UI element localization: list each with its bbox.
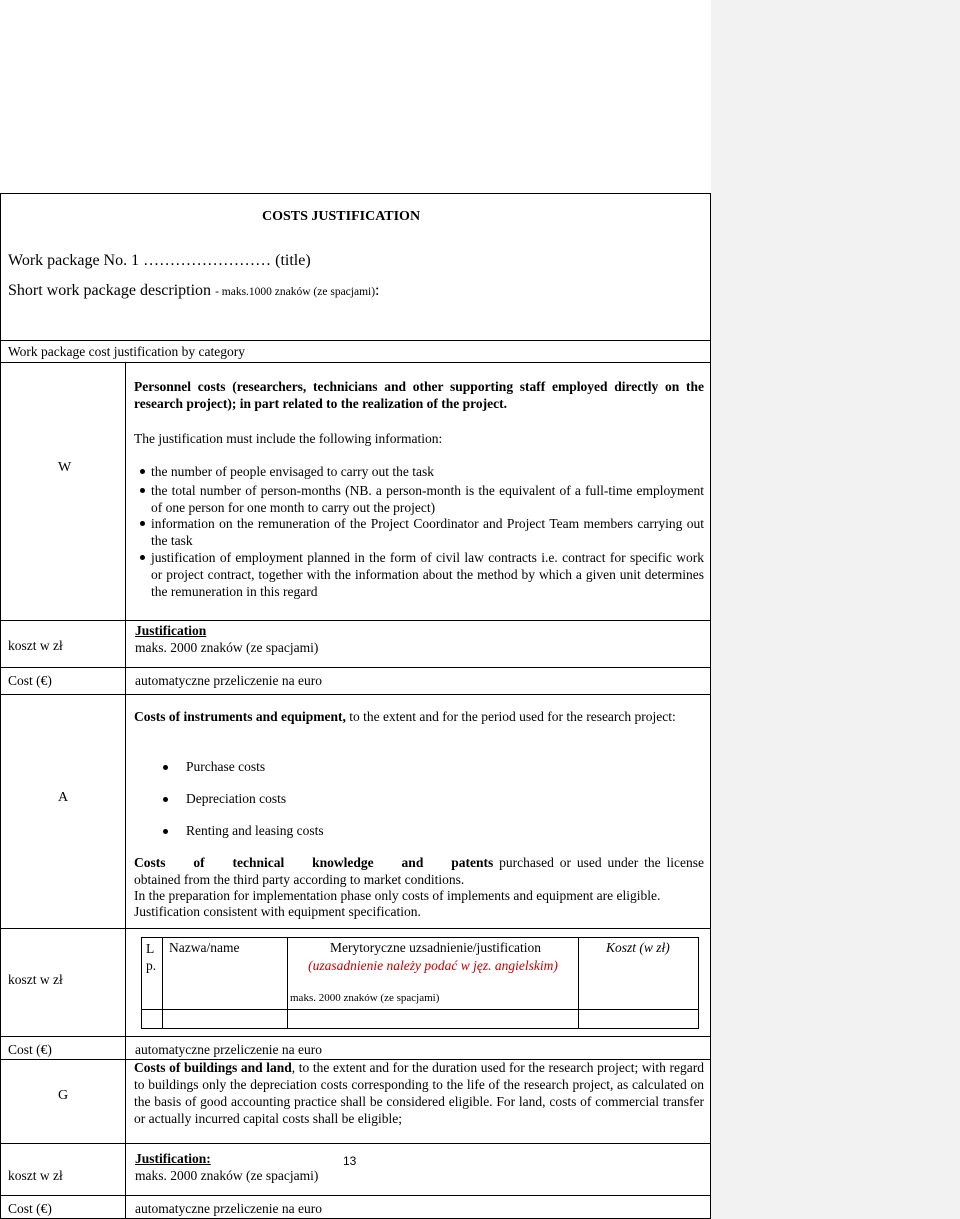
personnel-heading: Personnel costs (researchers, technicians and other supporting staff employed directly on the research project); in part related to the realization of the project. <box>134 379 704 411</box>
table-cell-cost[interactable] <box>579 1010 698 1028</box>
justification-field[interactable] <box>135 1168 318 1184</box>
divider <box>0 362 711 363</box>
divider <box>0 667 711 668</box>
equipment-letter: A <box>58 790 69 805</box>
koszt-label: koszt w zł <box>8 1168 63 1183</box>
table-header-limit: maks. 2000 znaków (ze spacjami) <box>290 992 440 1004</box>
personnel-bullet: information on the remuneration of the Project Coordinator and Project Team members carrying out the task <box>151 516 704 548</box>
table-cell-name[interactable] <box>163 1010 287 1028</box>
preparation-note: In the preparation for implementation phase only costs of implements and equipment are eligible. <box>134 888 661 903</box>
short-description-line <box>8 282 380 301</box>
knowledge-rest: purchased or used under the license obtained from the third party according to market conditions. <box>134 855 704 887</box>
bullet-icon <box>163 829 168 834</box>
euro-conversion-field[interactable]: automatyczne przeliczenie na euro <box>135 1042 323 1057</box>
koszt-label: koszt w zł <box>8 972 63 987</box>
personnel-letter: W <box>58 460 72 475</box>
table-header-lp: L p. <box>146 941 157 973</box>
cost-euro-label: Cost (€) <box>8 1201 52 1216</box>
work-package-label: Work package No. 1 <box>8 252 140 269</box>
knowledge-bold: Costs of technical knowledge and patents <box>134 855 494 870</box>
table-header-name: Nazwa/name <box>169 940 240 955</box>
short-description-label: Short work package description <box>8 282 212 299</box>
page-number: 13 <box>343 1154 357 1168</box>
personnel-intro: The justification must include the following information: <box>134 431 443 446</box>
colon: : <box>375 282 380 299</box>
table-header-note: (uzasadnienie należy podać w jęz. angielskim) <box>308 958 558 973</box>
cost-euro-label: Cost (€) <box>8 673 52 688</box>
buildings-heading-bold: Costs of buildings and land <box>134 1060 292 1075</box>
by-category-label: Work package cost justification by category <box>8 344 245 359</box>
justification-label: Justification <box>135 623 207 638</box>
euro-conversion-field[interactable]: automatyczne przeliczenie na euro <box>135 673 323 688</box>
frame-right <box>710 193 711 1219</box>
bullet-icon <box>163 797 168 802</box>
divider <box>0 694 711 695</box>
equipment-heading-rest: to the extent and for the period used for the research project: <box>349 709 676 724</box>
bullet-icon <box>140 488 145 493</box>
buildings-letter: G <box>58 1088 69 1103</box>
comment-sidebar <box>711 0 960 1219</box>
table-header-justification: Merytoryczne uzsadnienie/justification <box>330 940 542 955</box>
bullet-icon <box>140 521 145 526</box>
page-title: COSTS JUSTIFICATION <box>262 209 421 224</box>
bullet-icon <box>140 555 145 560</box>
column-divider <box>125 362 126 1219</box>
frame-left <box>0 193 1 1219</box>
equipment-bullet: Renting and leasing costs <box>186 823 324 838</box>
frame-top <box>0 193 711 194</box>
personnel-bullet: the total number of person-months (NB. a person-month is the equivalent of a full-time employment of one person for one month to carry out the project) <box>151 483 704 515</box>
buildings-paragraph <box>134 1059 704 1127</box>
work-package-title: (title) <box>275 252 311 269</box>
personnel-bullet: justification of employment planned in the form of civil law contracts i.e. contract for specific work or project contract, together with the information about the method by which a given unit determines the remuneration in this regard <box>151 550 704 599</box>
divider <box>0 1143 711 1144</box>
bullet-icon <box>163 765 168 770</box>
divider <box>0 928 711 929</box>
short-description-limit: - maks.1000 znaków (ze spacjami) <box>215 286 376 298</box>
work-package-line <box>8 252 311 270</box>
divider <box>0 1195 711 1196</box>
divider <box>0 1036 711 1037</box>
koszt-label: koszt w zł <box>8 638 63 653</box>
equipment-heading-bold: Costs of instruments and equipment, <box>134 709 346 724</box>
work-package-dots[interactable]: …………………… <box>143 252 272 269</box>
buildings-heading-rest: , to the extent and for the duration used for the research project; with regard to buildings only the depreciation costs corresponding to the life of the research project, as calculated on the basis of good accounting practice shall be considered eligible. For land, costs of commercial transfer or actually incurred capital costs shall be eligible; <box>134 1060 705 1126</box>
euro-conversion-field[interactable]: automatyczne przeliczenie na euro <box>135 1201 323 1216</box>
table-cell-justification[interactable] <box>288 1010 578 1028</box>
divider <box>0 340 711 341</box>
knowledge-paragraph <box>134 854 704 888</box>
divider <box>0 620 711 621</box>
equipment-heading <box>134 708 704 725</box>
equipment-bullet: Depreciation costs <box>186 791 287 806</box>
bullet-icon <box>140 469 145 474</box>
table-header-cost: Koszt (w zł) <box>606 940 670 955</box>
justification-limit: maks. 2000 znaków (ze spacjami) <box>135 640 319 655</box>
justification-label: Justification: <box>135 1151 211 1166</box>
personnel-bullet: the number of people envisaged to carry out the task <box>151 464 435 479</box>
consistency-note: Justification consistent with equipment specification. <box>134 904 421 919</box>
justification-field[interactable] <box>135 640 318 656</box>
justification-limit: maks. 2000 znaków (ze spacjami) <box>135 1168 319 1183</box>
equipment-bullet: Purchase costs <box>186 759 266 774</box>
cost-euro-label: Cost (€) <box>8 1042 52 1057</box>
